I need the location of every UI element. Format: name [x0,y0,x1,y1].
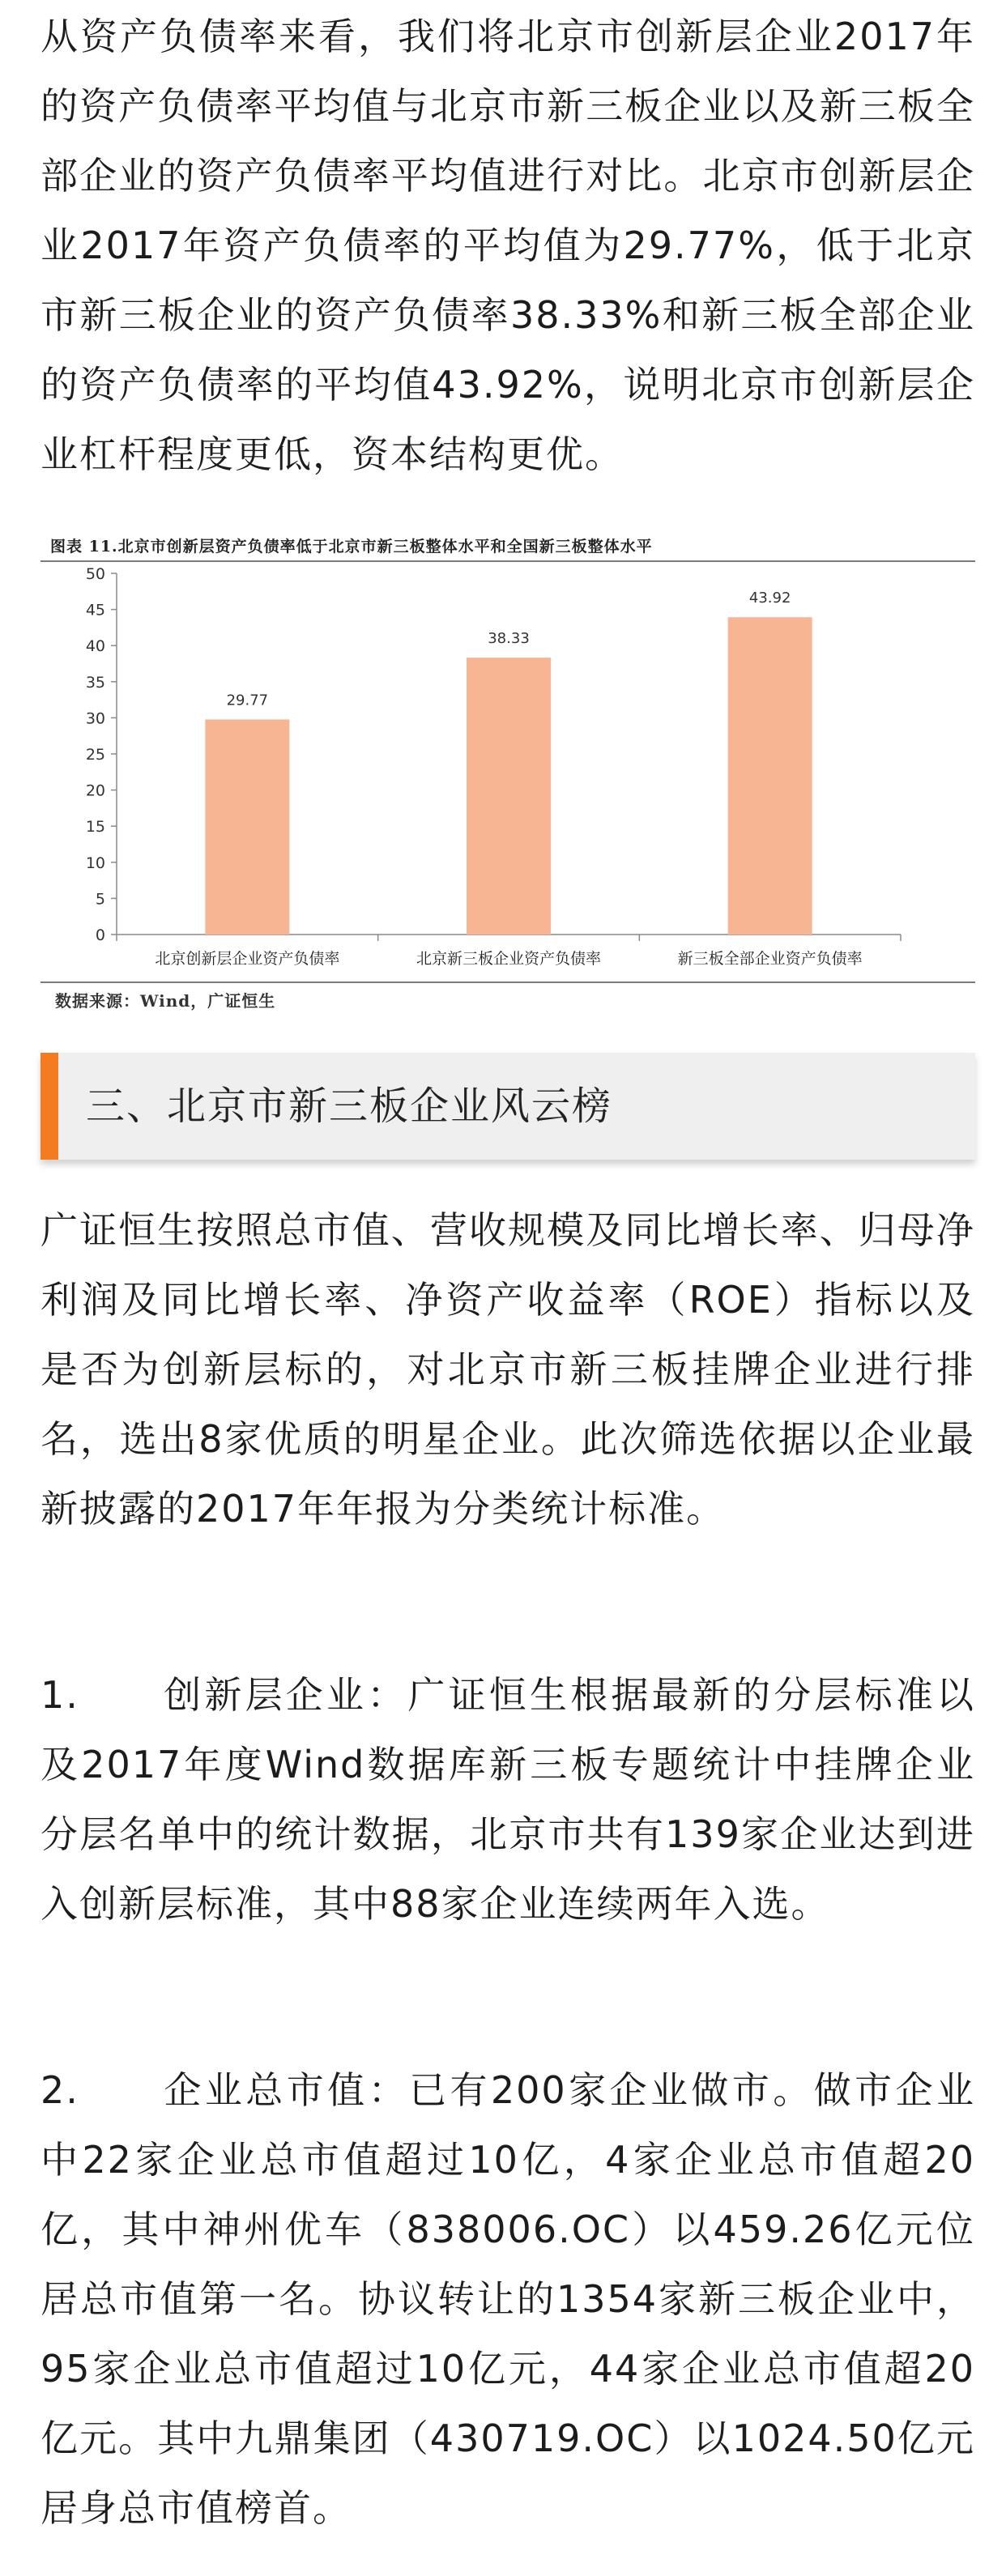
bars-group [205,590,812,935]
y-tick-label: 10 [85,854,105,872]
figure-title: 图表 11.北京市创新层资产负债率低于北京市新三板整体水平和全国新三板整体水平 [50,538,653,556]
bar [205,719,289,935]
figure-top-rule [40,560,975,562]
figure-source: 数据来源：Wind，广证恒生 [55,991,276,1011]
bar-chart [40,567,975,980]
list-number: 2. [40,2068,79,2112]
y-tick-label: 15 [85,818,105,837]
y-tick-label: 35 [85,673,105,692]
x-category-label: 北京创新层企业资产负债率 [155,950,340,968]
intro-paragraph: 从资产负债率来看，我们将北京市创新层企业2017年的资产负债率平均值与北京市新三板企业以及新三板全部企业的资产负债率平均值进行对比。北京市创新层企业2017年资产负债率的平均值为29.77%，低于北京市新三板企业的资产负债率38.33%和新三板全部企业的资产负债率的平均值43.92%，说明北京市创新层企业杠杆程度更低，资本结构更优。 [40,15,975,476]
bar-value-label: 43.92 [748,590,791,607]
bar-value-label: 38.33 [488,630,530,648]
y-tick-label: 50 [85,567,105,583]
bar [467,658,551,935]
list-number: 1. [40,1673,79,1717]
x-category-label: 新三板全部企业资产负债率 [677,950,863,968]
y-tick-label: 25 [85,746,105,764]
y-tick-label: 20 [85,781,105,800]
section-header [40,1053,975,1160]
y-tick-label: 40 [85,637,105,656]
section-title: 三、北京市新三板企业风云榜 [86,1084,613,1129]
list-item-innovation-layer [40,1660,975,1939]
y-tick-label: 45 [85,601,105,620]
x-axis [117,935,901,968]
bar-value-label: 29.77 [226,692,269,709]
list-item-market-cap [40,2055,975,2543]
bar [728,617,812,935]
y-tick-label: 0 [95,926,105,944]
y-tick-label: 30 [85,709,105,728]
x-category-label: 北京新三板企业资产负债率 [416,950,602,968]
list-item-text: 企业总市值：已有200家企业做市。做市企业中22家企业总市值超过10亿，4家企业总市值超20亿，其中神州优车（838006.OC）以459.26亿元位居总市值第一名。协议转让的1354家新三板企业中，95家企业总市值超过10亿元，44家企业总市值超20亿元。其中九鼎集团（430719.OC）以1024.50亿元居身总市值榜首。 [40,2068,975,2530]
section-accent-bar [40,1053,58,1160]
figure-debt-ratio [40,528,975,1030]
ranking-paragraph: 广证恒生按照总市值、营收规模及同比增长率、归母净利润及同比增长率、净资产收益率（ROE）指标以及是否为创新层标的，对北京市新三板挂牌企业进行排名，选出8家优质的明星企业。此次筛选依据以企业最新披露的2017年年报为分类统计标准。 [40,1208,975,1531]
y-axis [86,567,117,944]
y-tick-label: 5 [95,890,105,909]
list-item-text: 创新层企业：广证恒生根据最新的分层标准以及2017年度Wind数据库新三板专题统计中挂牌企业分层名单中的统计数据，北京市共有139家企业达到进入创新层标准，其中88家企业连续两年入选。 [40,1673,975,1926]
figure-bottom-rule [40,981,975,983]
